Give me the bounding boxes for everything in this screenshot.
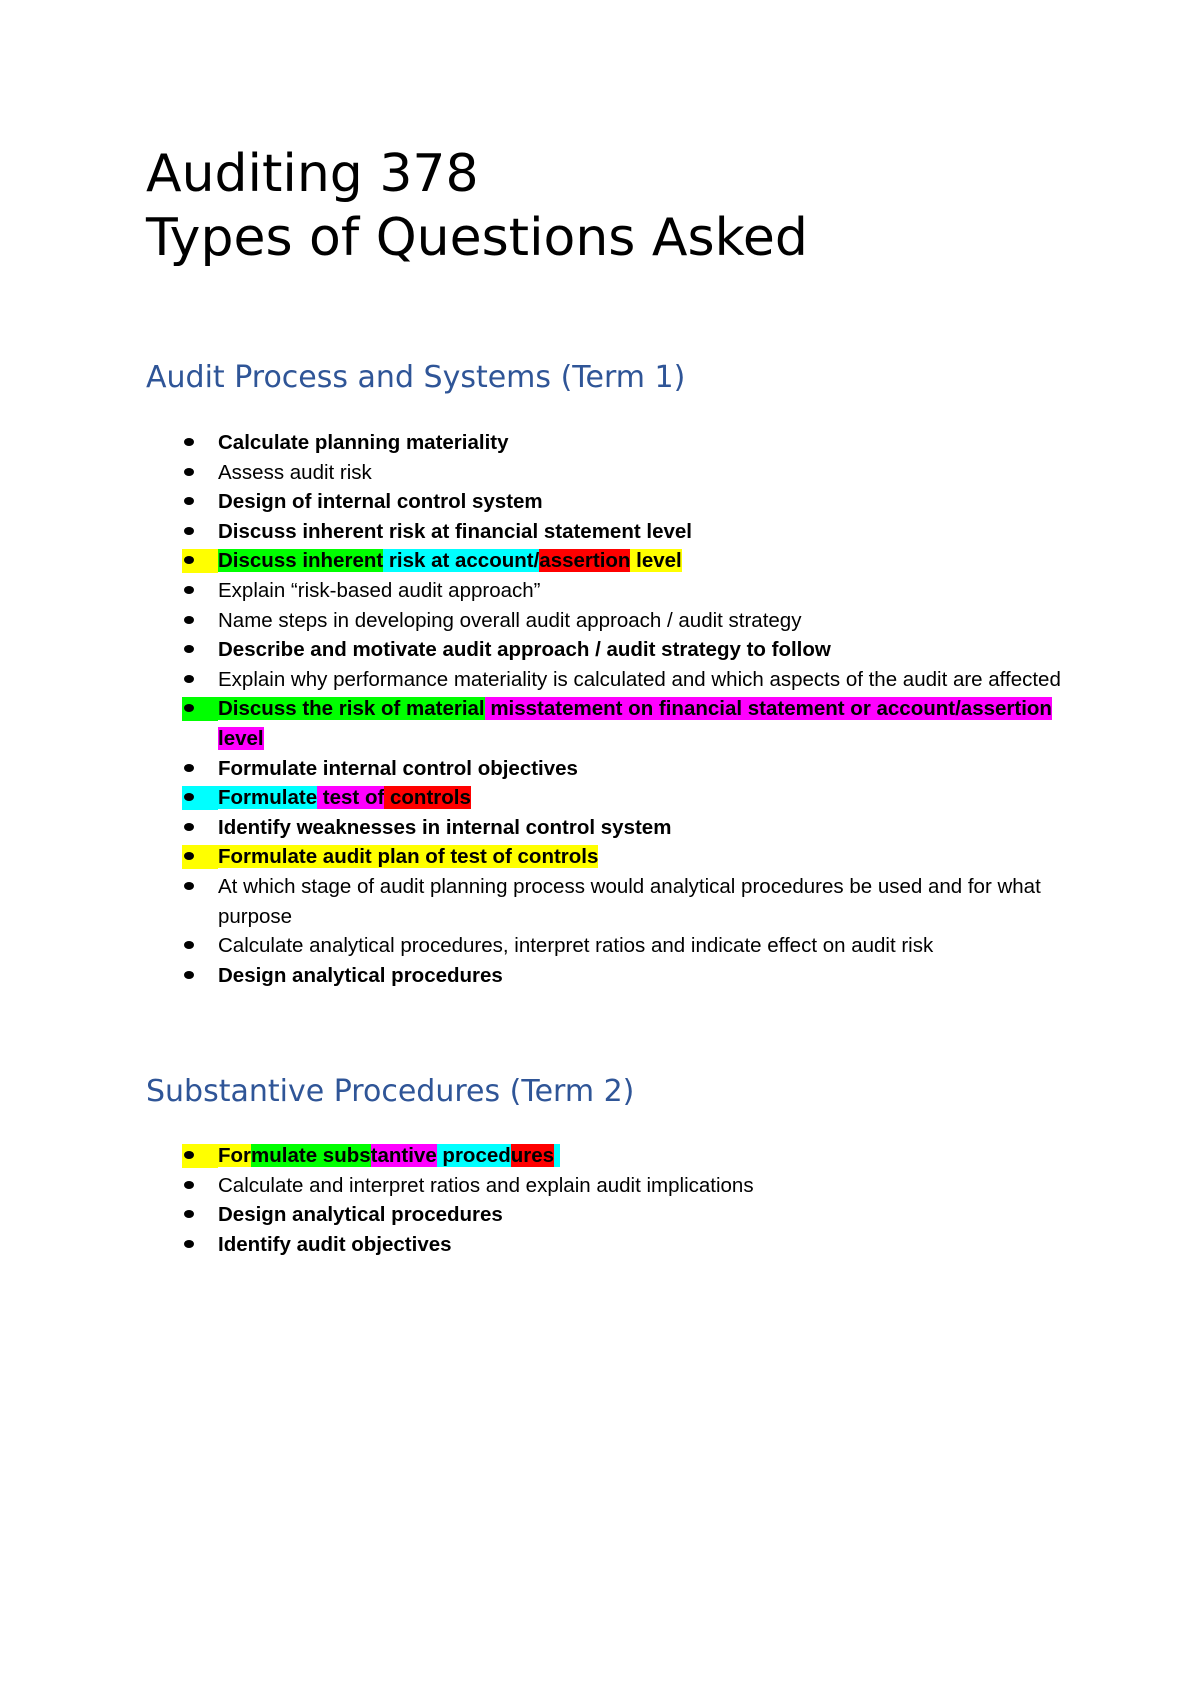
list-item: Assess audit risk (146, 458, 1076, 488)
document-title (146, 142, 808, 270)
list-item: Design analytical procedures (146, 961, 1076, 991)
highlight-segment: Formulate (218, 786, 318, 810)
bullet-icon (184, 793, 194, 801)
list-item: Calculate and interpret ratios and explain audit implications (146, 1171, 1076, 1201)
bullet-icon (184, 586, 194, 594)
highlight-segment: test of (317, 786, 385, 810)
bullet-icon (184, 1181, 194, 1189)
highlight-segment (554, 1144, 560, 1167)
highlight-segment: ures (510, 1144, 555, 1167)
bullet-icon (184, 497, 194, 505)
list-item: Identify audit objectives (146, 1230, 1076, 1260)
bullet-icon (184, 468, 194, 476)
list-item: Identify weaknesses in internal control system (146, 813, 1076, 843)
bullet-icon (184, 1151, 194, 1159)
bullet-icon (184, 704, 194, 712)
section-heading-term1: Audit Process and Systems (Term 1) (146, 360, 686, 395)
list-item-highlighted: Formulate audit plan of test of controls (146, 842, 1076, 872)
highlight-segment: assertion (539, 549, 631, 573)
bullet-icon (184, 882, 194, 890)
highlight-segment: tantive (370, 1144, 437, 1167)
list-item-highlighted (146, 694, 1076, 753)
list-item: Discuss inherent risk at financial statement level (146, 517, 1076, 547)
list-item: Calculate analytical procedures, interpret ratios and indicate effect on audit risk (146, 931, 1076, 961)
list-item-highlighted (146, 546, 1076, 576)
list-item: Name steps in developing overall audit approach / audit strategy (146, 606, 1076, 636)
bullet-icon (184, 438, 194, 446)
bullet-icon (184, 971, 194, 979)
bullet-icon (184, 556, 194, 564)
bullet-icon (184, 645, 194, 653)
list-item: At which stage of audit planning process would analytical procedures be used and for what purpose (146, 872, 1076, 931)
bullet-icon (184, 764, 194, 772)
bullet-icon (184, 616, 194, 624)
title-line-course: Auditing 378 (146, 144, 479, 204)
list-item-highlighted (146, 783, 1076, 813)
bullet-icon (184, 527, 194, 535)
list-item: Explain “risk-based audit approach” (146, 576, 1076, 606)
highlight-segment: controls (384, 786, 471, 810)
bullet-icon (184, 823, 194, 831)
bullet-icon (184, 1240, 194, 1248)
highlight-segment: mulate subs (251, 1144, 371, 1167)
list-item: Design analytical procedures (146, 1200, 1076, 1230)
title-line-subject: Types of Questions Asked (146, 208, 808, 268)
list-item: Calculate planning materiality (146, 428, 1076, 458)
bullet-icon (184, 852, 194, 860)
list-item-highlighted (146, 1141, 1076, 1171)
question-list-term2 (146, 1141, 1076, 1259)
highlight-segment: Discuss inherent (218, 549, 384, 573)
highlight-segment: proced (436, 1144, 511, 1167)
list-item: Describe and motivate audit approach / audit strategy to follow (146, 635, 1076, 665)
highlight-segment: risk at account (383, 549, 534, 573)
list-item: Formulate internal control objectives (146, 754, 1076, 784)
section-heading-term2: Substantive Procedures (Term 2) (146, 1074, 635, 1109)
bullet-icon (184, 1210, 194, 1218)
list-item: Explain why performance materiality is calculated and which aspects of the audit are affected (146, 665, 1076, 695)
highlight-segment: level (630, 549, 682, 573)
question-list-term1 (146, 428, 1076, 990)
bullet-icon (184, 675, 194, 683)
highlight-segment: Discuss the risk of material (218, 697, 485, 721)
list-item: Design of internal control system (146, 487, 1076, 517)
bullet-icon (184, 941, 194, 949)
highlight-segment: For (218, 1144, 252, 1167)
highlight-segment: / (533, 549, 540, 573)
highlight-segment: misstatement on financial statement or account/assertion level (218, 697, 1052, 750)
